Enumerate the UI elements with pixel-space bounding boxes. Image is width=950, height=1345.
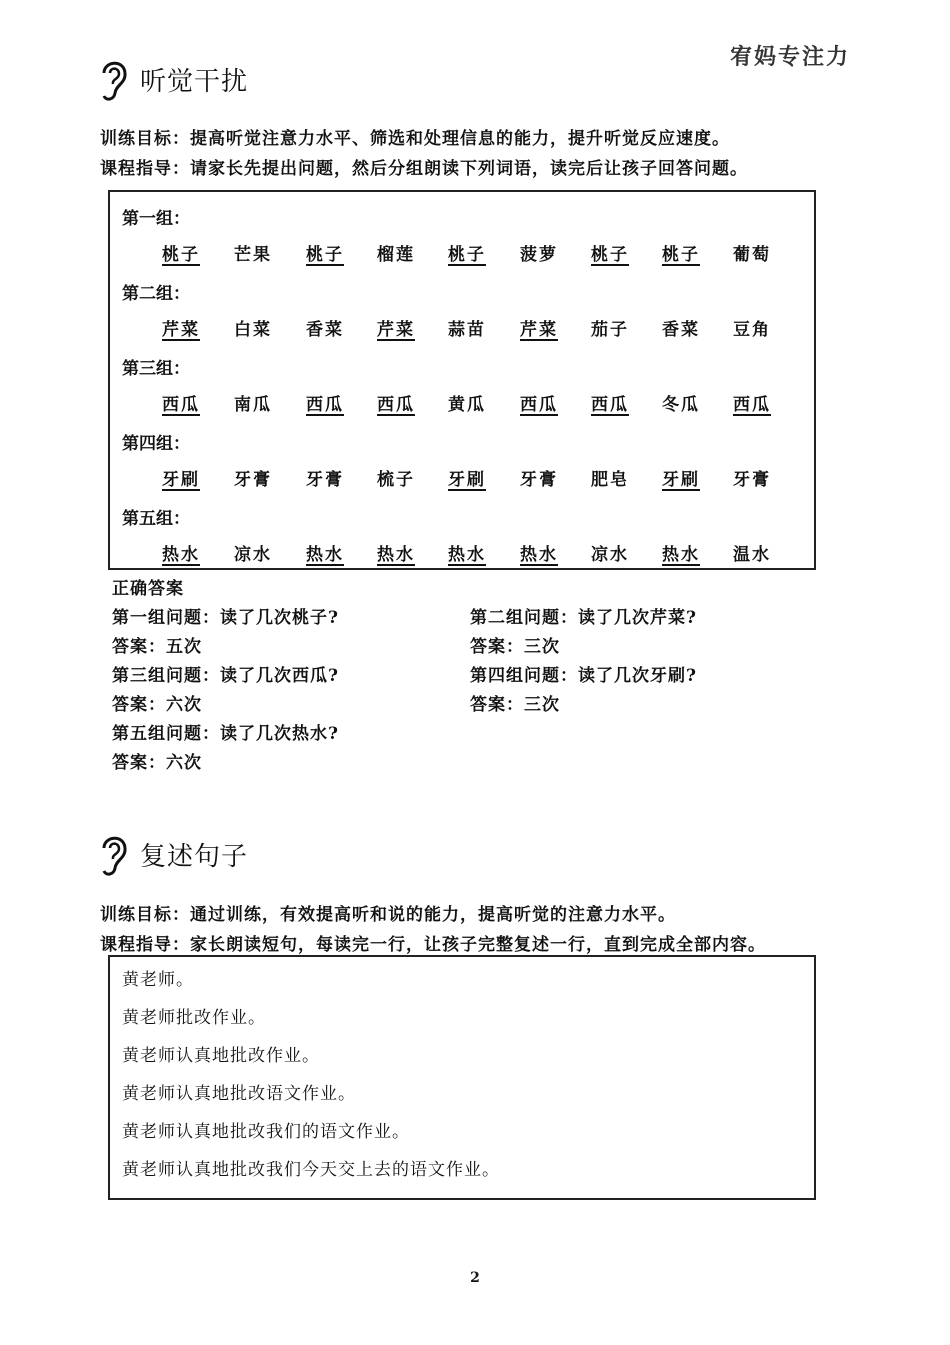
section-1-goal: 训练目标：提高听觉注意力水平、筛选和处理信息的能力，提升听觉反应速度。 bbox=[100, 129, 730, 149]
group-label: 第二组： bbox=[122, 284, 190, 304]
target-word: 热水 bbox=[520, 545, 558, 565]
distractor-word: 菠萝 bbox=[520, 245, 558, 265]
target-word: 西瓜 bbox=[162, 395, 200, 415]
distractor-word: 牙膏 bbox=[520, 470, 558, 490]
target-word: 牙刷 bbox=[162, 470, 200, 490]
target-word: 热水 bbox=[162, 545, 200, 565]
section-2-title: 复述句子 bbox=[140, 841, 249, 872]
brand-title: 宥妈专注力 bbox=[729, 45, 850, 70]
distractor-word: 梳子 bbox=[377, 470, 415, 490]
target-word: 芹菜 bbox=[162, 320, 200, 340]
section-1-title: 听觉干扰 bbox=[140, 66, 249, 97]
target-word: 热水 bbox=[306, 545, 344, 565]
answer-question: 第四组问题：读了几次牙刷? bbox=[470, 666, 697, 686]
group-label: 第四组： bbox=[122, 434, 190, 454]
distractor-word: 温水 bbox=[733, 545, 771, 565]
answer-question: 第三组问题：读了几次西瓜? bbox=[112, 666, 339, 686]
section-1-heading bbox=[96, 55, 248, 103]
distractor-word: 榴莲 bbox=[377, 245, 415, 265]
section-2-goal: 训练目标：通过训练，有效提高听和说的能力，提高听觉的注意力水平。 bbox=[100, 905, 676, 925]
target-word: 芹菜 bbox=[520, 320, 558, 340]
distractor-word: 香菜 bbox=[662, 320, 700, 340]
distractor-word: 凉水 bbox=[591, 545, 629, 565]
distractor-word: 葡萄 bbox=[733, 245, 771, 265]
target-word: 桃子 bbox=[306, 245, 344, 265]
target-word: 芹菜 bbox=[377, 320, 415, 340]
sentence-line: 黄老师认真地批改我们的语文作业。 bbox=[122, 1122, 410, 1142]
answer-value: 答案：六次 bbox=[112, 753, 202, 773]
distractor-word: 冬瓜 bbox=[662, 395, 700, 415]
target-word: 桃子 bbox=[591, 245, 629, 265]
distractor-word: 白菜 bbox=[234, 320, 272, 340]
target-word: 牙刷 bbox=[662, 470, 700, 490]
sentence-line: 黄老师认真地批改我们今天交上去的语文作业。 bbox=[122, 1160, 500, 1180]
distractor-word: 牙膏 bbox=[234, 470, 272, 490]
sentences-box bbox=[108, 955, 816, 1200]
answer-question: 第一组问题：读了几次桃子? bbox=[112, 608, 339, 628]
distractor-word: 蒜苗 bbox=[448, 320, 486, 340]
answer-value: 答案：三次 bbox=[470, 695, 560, 715]
distractor-word: 牙膏 bbox=[733, 470, 771, 490]
section-2-guide: 课程指导：家长朗读短句，每读完一行，让孩子完整复述一行，直到完成全部内容。 bbox=[100, 935, 766, 955]
target-word: 西瓜 bbox=[377, 395, 415, 415]
target-word: 西瓜 bbox=[306, 395, 344, 415]
answer-value: 答案：六次 bbox=[112, 695, 202, 715]
sentence-line: 黄老师认真地批改语文作业。 bbox=[122, 1084, 356, 1104]
target-word: 热水 bbox=[662, 545, 700, 565]
distractor-word: 南瓜 bbox=[234, 395, 272, 415]
target-word: 西瓜 bbox=[733, 395, 771, 415]
section-2-heading bbox=[96, 830, 248, 878]
target-word: 牙刷 bbox=[448, 470, 486, 490]
sentence-line: 黄老师。 bbox=[122, 970, 194, 990]
target-word: 热水 bbox=[448, 545, 486, 565]
sentence-line: 黄老师认真地批改作业。 bbox=[122, 1046, 320, 1066]
distractor-word: 芒果 bbox=[234, 245, 272, 265]
target-word: 桃子 bbox=[448, 245, 486, 265]
target-word: 热水 bbox=[377, 545, 415, 565]
distractor-word: 肥皂 bbox=[591, 470, 629, 490]
group-label: 第三组： bbox=[122, 359, 190, 379]
ear-icon bbox=[96, 830, 130, 878]
distractor-word: 豆角 bbox=[733, 320, 771, 340]
ear-icon bbox=[96, 55, 130, 103]
target-word: 桃子 bbox=[662, 245, 700, 265]
group-label: 第一组： bbox=[122, 209, 190, 229]
page-number: 2 bbox=[470, 1270, 480, 1286]
answer-question: 第二组问题：读了几次芹菜? bbox=[470, 608, 697, 628]
distractor-word: 香菜 bbox=[306, 320, 344, 340]
answer-value: 答案：五次 bbox=[112, 637, 202, 657]
distractor-word: 茄子 bbox=[591, 320, 629, 340]
target-word: 桃子 bbox=[162, 245, 200, 265]
group-label: 第五组： bbox=[122, 509, 190, 529]
answer-value: 答案：三次 bbox=[470, 637, 560, 657]
distractor-word: 黄瓜 bbox=[448, 395, 486, 415]
distractor-word: 牙膏 bbox=[306, 470, 344, 490]
target-word: 西瓜 bbox=[591, 395, 629, 415]
sentence-line: 黄老师批改作业。 bbox=[122, 1008, 266, 1028]
answers-heading: 正确答案 bbox=[112, 579, 184, 599]
answer-question: 第五组问题：读了几次热水? bbox=[112, 724, 339, 744]
section-1-guide: 课程指导：请家长先提出问题，然后分组朗读下列词语，读完后让孩子回答问题。 bbox=[100, 159, 748, 179]
word-groups-box bbox=[108, 190, 816, 570]
target-word: 西瓜 bbox=[520, 395, 558, 415]
distractor-word: 凉水 bbox=[234, 545, 272, 565]
